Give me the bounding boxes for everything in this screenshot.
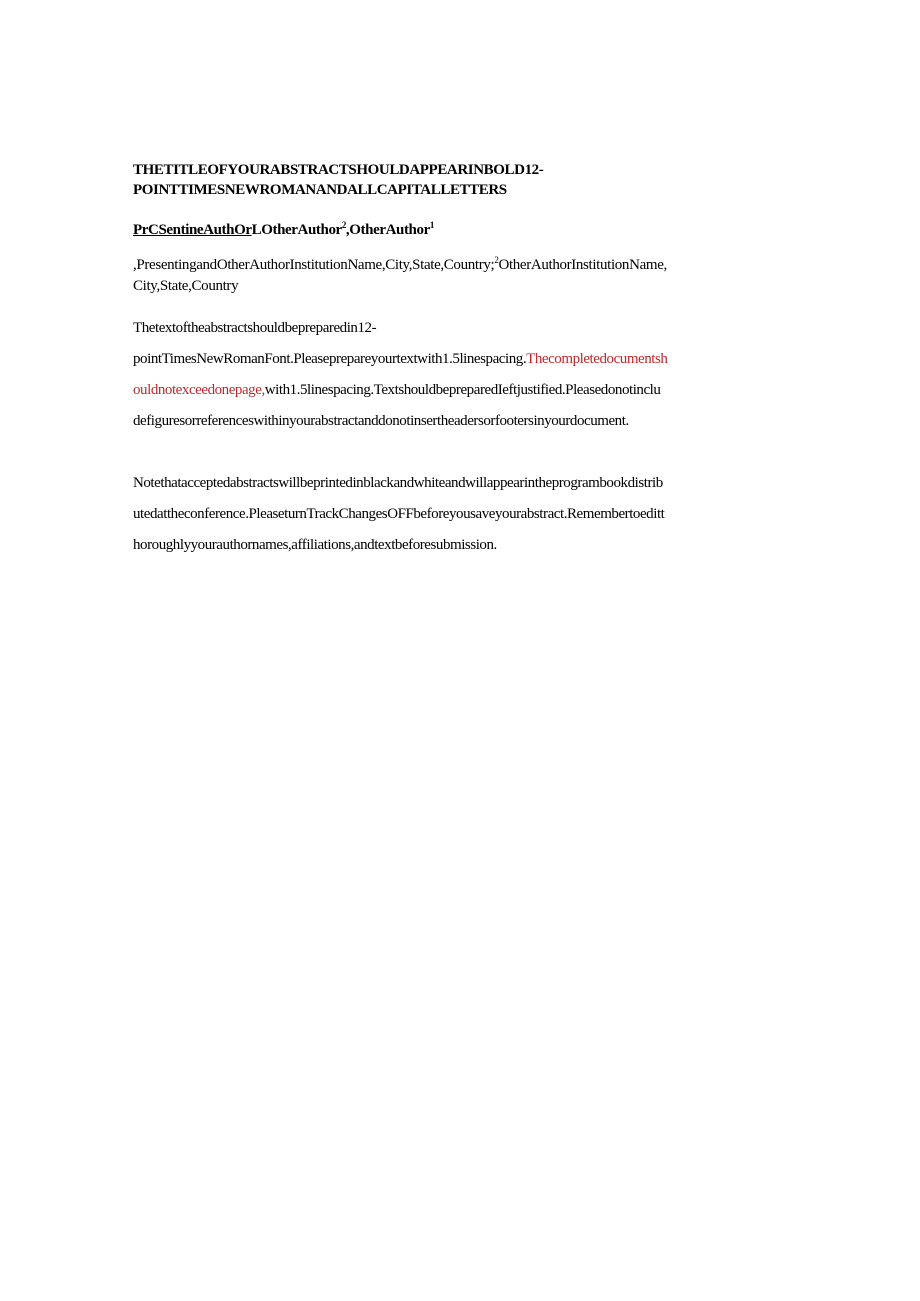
author-superscript: 2 bbox=[341, 220, 346, 230]
affiliations bbox=[133, 255, 793, 297]
abstract-paragraph-1 bbox=[133, 313, 793, 437]
author-list bbox=[133, 220, 793, 240]
paragraph-line: utedattheconference.PleaseturnTrackChangesOFFbeforeyousaveyourabstract.Remembertoeditt bbox=[133, 506, 665, 522]
document-page bbox=[133, 160, 793, 561]
highlighted-text: Thecompletedocumentsh bbox=[526, 351, 668, 367]
affiliation-line-2: City,State,Country bbox=[133, 278, 239, 294]
paragraph-text: pointTimesNewRomanFont.Pleaseprepareyourtextwith1.5linespacing. bbox=[133, 351, 527, 367]
paragraph-text: with1.5linespacing.TextshouldbepreparedIeftjustified.Pleasedonotinclu bbox=[264, 382, 661, 398]
author-name: ,OtherAuthor bbox=[345, 222, 430, 238]
affiliation-superscript: 2 bbox=[494, 255, 499, 265]
paragraph-line bbox=[133, 375, 793, 406]
paragraph-line: horoughlyyourauthornames,affiliations,andtextbeforesubmission. bbox=[133, 537, 497, 553]
title-line-1: THETITLEOFYOURABSTRACTSHOULDAPPEARINBOLD12- bbox=[133, 162, 544, 178]
abstract-paragraph-2 bbox=[133, 468, 793, 561]
paragraph-line: Notethatacceptedabstractswillbeprintedinblackandwhiteandwillappearintheprogrambookdistrib bbox=[133, 475, 663, 491]
paragraph-line: defiguresorreferenceswithinyourabstractanddonotinsertheadersorfootersinyourdocument. bbox=[133, 413, 629, 429]
abstract-title bbox=[133, 160, 793, 200]
highlighted-text: ouldnotexceedonepage, bbox=[133, 382, 265, 398]
paragraph-line: Thetextoftheabstractshouldbepreparedin12- bbox=[133, 320, 377, 336]
presenting-author: PrCSentineAuthOr bbox=[133, 222, 252, 238]
affiliation-line-1 bbox=[133, 255, 793, 276]
affiliation-text: ,PresentingandOtherAuthorInstitutionName,City,State,Country; bbox=[133, 257, 495, 273]
affiliation-text: OtherAuthorInstitutionName, bbox=[498, 257, 667, 273]
author-superscript: 1 bbox=[429, 220, 434, 230]
title-line-2: POINTTIMESNEWROMANANDALLCAPITALLETTERS bbox=[133, 182, 507, 198]
paragraph-line bbox=[133, 344, 793, 375]
author-name: LOtherAuthor bbox=[251, 222, 342, 238]
